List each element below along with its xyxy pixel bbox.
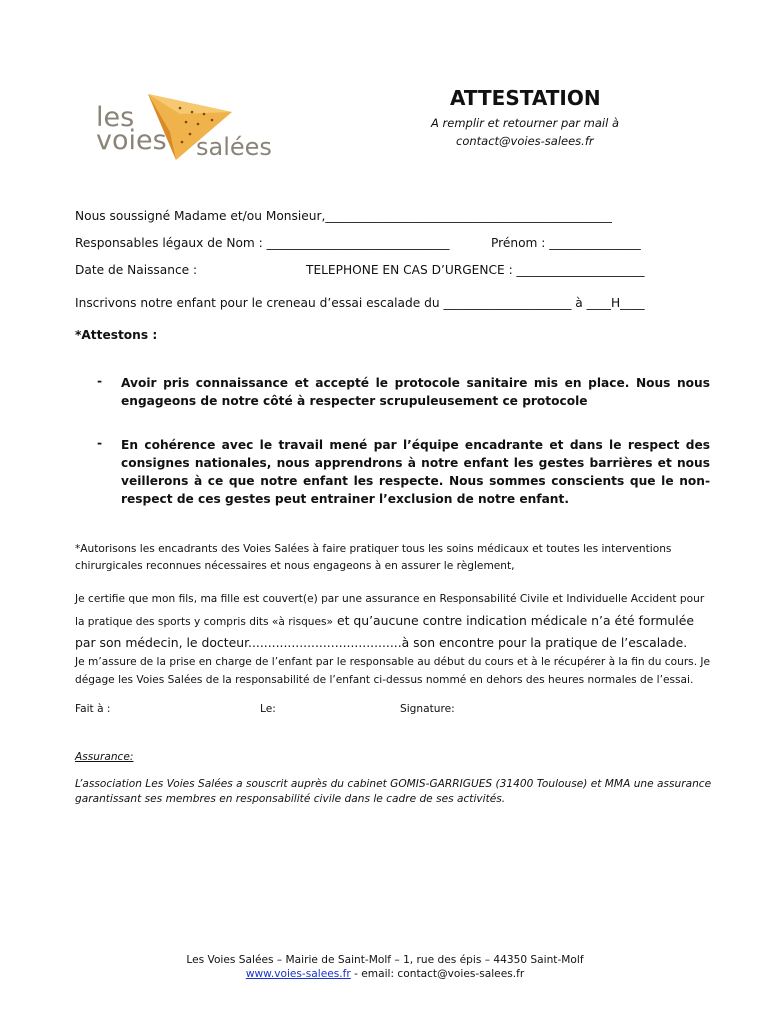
footer-website-link[interactable]: www.voies-salees.fr [245,968,351,980]
attestons-item-sanitaire: Avoir pris connaissance et accepté le protocole sanitaire mis en place. Nous nous engageons de notre côté à respecter scrupuleusement ce protocole [121,376,710,408]
field-responsables-nom: Responsables légaux de Nom : ______________________________ [75,236,450,250]
certifie-part-a: Je certifie que mon fils, ma fille est couvert(e) par une assurance en Responsabilité Civile et Individuelle Accident pour la pratique des sports y compris dits «à risques» [75,593,705,628]
logo-word-voies: voies [96,125,167,156]
page-title: ATTESTATION [450,86,601,110]
subtitle-line2: contact@voies-salees.fr [456,134,594,148]
attestons-item-gestes-barrieres: En cohérence avec le travail mené par l’équipe encadrante et dans le respect des consignes nationales, nous apprendrons à notre enfant les gestes barrières et nous veillerons à ce que notre enfant les respecte. Nous sommes conscients que le non-respect de ces gestes peut entrainer l’exclusion de notre enfant. [121,438,710,506]
subtitle-line1: A remplir et retourner par mail à [431,116,620,130]
paragraph-prise-en-charge: Je m’assure de la prise en charge de l’enfant par le responsable au début du cours et à le récupérer à la fin du cours. Je dégage les Voies Salées de la responsabilité de l’enfant ci-dessus nommé en dehors des heures normales de l’essai. [75,656,711,686]
assurance-text: L’association Les Voies Salées a souscrit auprès du cabinet GOMIS-GARRIGUES (31400 Toulouse) et MMA une assurance garantissant ses membres en responsabilité civile dans le cadre de ses activités. [75,778,712,805]
footer-contact [0,968,770,980]
label-signature: Signature: [400,703,455,715]
footer-address: Les Voies Salées – Mairie de Saint-Molf – 1, rue des épis – 44350 Saint-Molf [186,954,584,966]
paragraph-autorisons: *Autorisons les encadrants des Voies Salées à faire pratiquer tous les soins médicaux et toutes les interventions chirurgicales reconnues nécessaires et nous engageons à en assurer le règlement, [75,543,672,572]
field-telephone-urgence: TELEPHONE EN CAS D’URGENCE : _____________________ [306,263,645,277]
logo-word-les: les [96,102,135,133]
field-date-naissance: Date de Naissance : [75,263,198,277]
footer-email: - email: contact@voies-salees.fr [350,968,525,980]
field-prenom: Prénom : _______________ [491,236,641,250]
bullet-1: - [97,374,103,388]
label-le: Le: [260,703,276,715]
bullet-2: - [97,436,103,450]
certifie-part-b: et qu’aucune contre indication médicale n’a été formulée par son médecin, le docteur.......................................à son encontre pour la pratique de l’escalade. [75,612,694,650]
label-fait-a: Fait à : [75,703,111,715]
assurance-heading: Assurance: [75,751,134,763]
paragraph-certifie [75,587,715,653]
attestons-heading: *Attestons : [75,328,158,342]
logo-word-salees: salées [196,133,272,161]
field-soussigne: Nous soussigné Madame et/ou Monsieur,_______________________________________________ [75,209,612,223]
field-creneau-essai: Inscrivons notre enfant pour le creneau d’essai escalade du _____________________ à ____H____ [75,296,645,310]
